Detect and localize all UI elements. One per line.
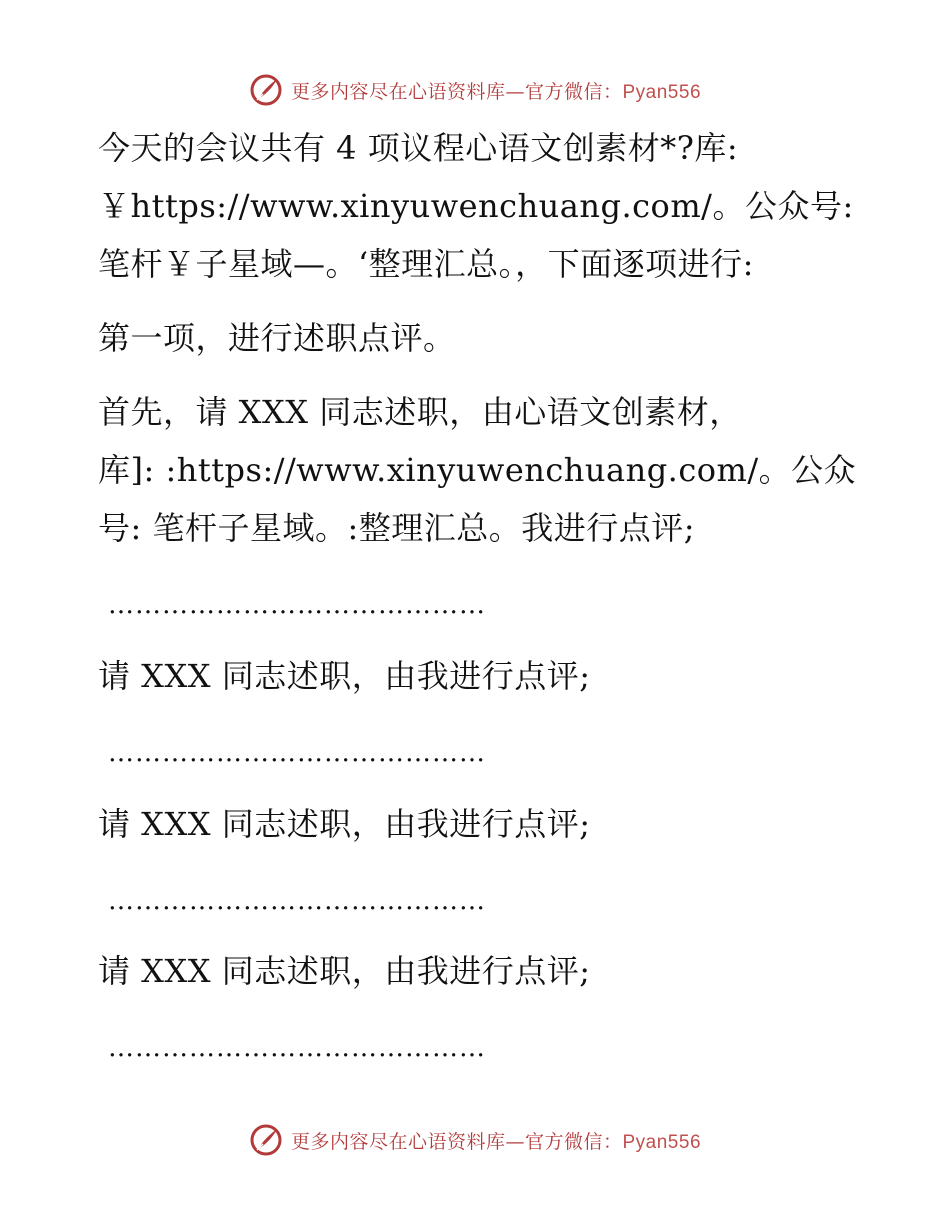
ellipsis-line-2: …………………………………… <box>108 738 486 768</box>
footer-banner-text <box>291 1127 701 1154</box>
ellipsis-line-4: …………………………………… <box>108 1033 486 1063</box>
paragraph-1-line-3: 笔杆￥子星域—。‘整理汇总。，下面逐项进行: <box>98 245 754 283</box>
header-wechat-id: Pyan556 <box>622 81 702 103</box>
footer-banner-label: 更多内容尽在心语资料库—官方微信： <box>290 1130 623 1153</box>
paragraph-1-line-2: ￥https://www.xinyuwenchuang.com/。公众号: <box>98 187 854 225</box>
paragraph-3-line-1: 首先，请 XXX 同志述职，由心语文创素材， <box>98 393 742 431</box>
paragraph-3-line-2: 库]: :https://www.xinyuwenchuang.com/。公众 <box>98 451 857 489</box>
paragraph-1-line-1: 今天的会议共有 4 项议程心语文创素材*?库: <box>98 129 739 167</box>
header-banner-label: 更多内容尽在心语资料库—官方微信： <box>290 80 623 103</box>
ellipsis-line-3: …………………………………… <box>108 886 486 916</box>
feather-quill-logo-icon <box>249 1123 283 1157</box>
footer-banner <box>0 1120 950 1160</box>
paragraph-6: 请 XXX 同志述职，由我进行点评; <box>98 952 591 990</box>
paragraph-4: 请 XXX 同志述职，由我进行点评; <box>98 657 591 695</box>
ellipsis-line-1: …………………………………… <box>108 590 486 620</box>
paragraph-3-line-3: 号: 笔杆子星域。:整理汇总。我进行点评; <box>98 509 696 547</box>
footer-wechat-id: Pyan556 <box>622 1131 702 1153</box>
paragraph-5: 请 XXX 同志述职，由我进行点评; <box>98 805 591 843</box>
paragraph-2: 第一项，进行述职点评。 <box>98 319 456 357</box>
